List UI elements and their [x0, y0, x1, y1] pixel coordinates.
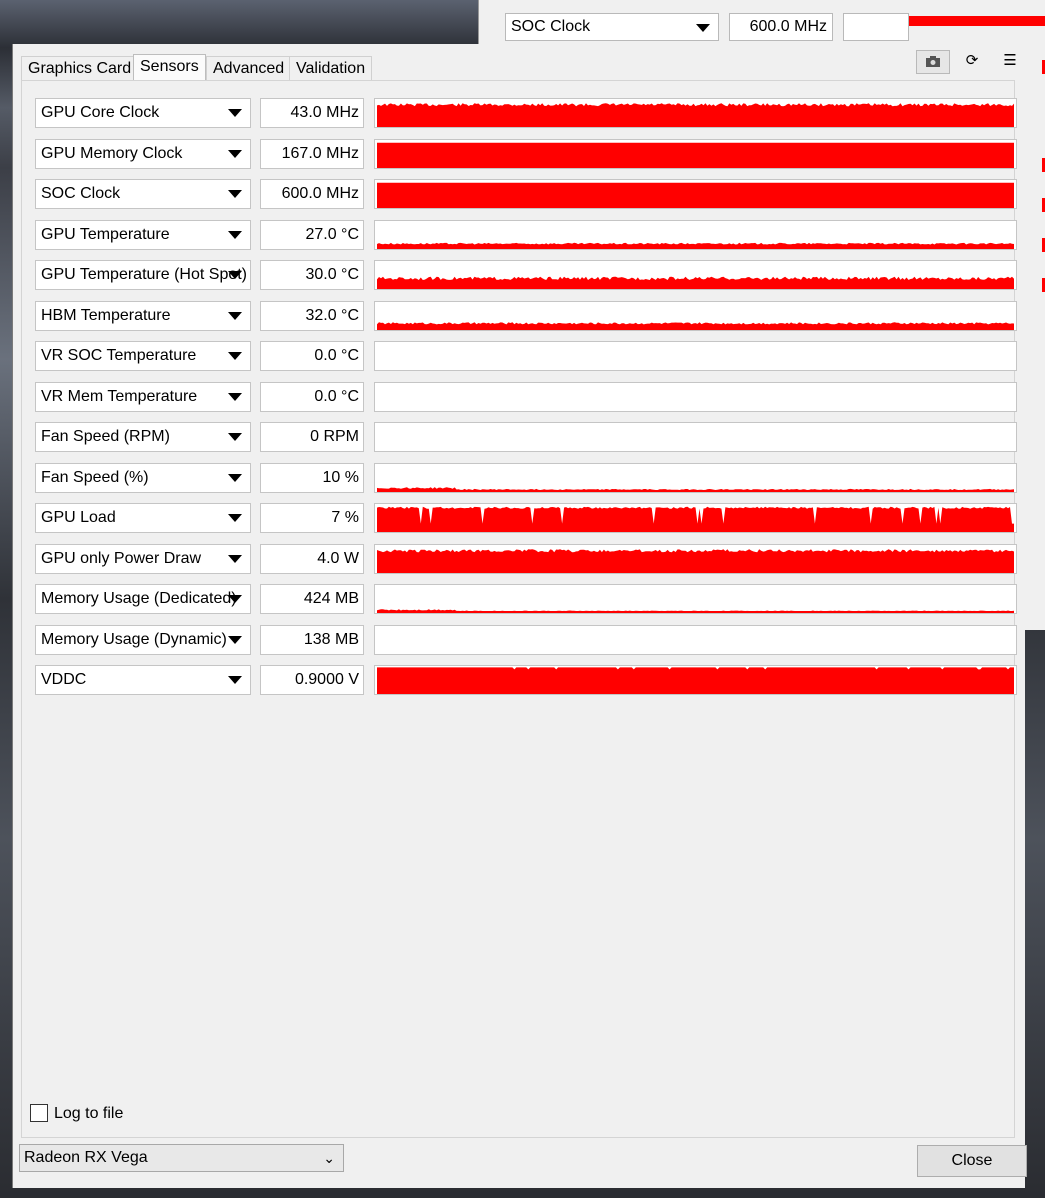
sensor-graph [374, 584, 1017, 614]
device-select-label: Radeon RX Vega [24, 1149, 148, 1166]
sensor-name-select[interactable] [35, 139, 251, 169]
sensor-graph-area [377, 507, 1014, 532]
sensor-value: 32.0 °C [260, 301, 364, 331]
background-window [478, 0, 1045, 46]
sensor-name-select[interactable] [35, 625, 251, 655]
chevron-down-icon [696, 24, 710, 32]
sensor-graph-plot [375, 666, 1016, 694]
sensor-value: 0.9000 V [260, 665, 364, 695]
sensor-graph [374, 139, 1017, 169]
sensor-name-label: GPU Memory Clock [41, 145, 183, 162]
sensor-value: 424 MB [260, 584, 364, 614]
sensor-value: 43.0 MHz [260, 98, 364, 128]
chevron-down-icon [228, 109, 242, 117]
chevron-down-icon [228, 474, 242, 482]
sensor-graph-area [377, 487, 1014, 492]
tab-graphics-card[interactable]: Graphics Card [21, 56, 138, 80]
sensor-graph [374, 382, 1017, 412]
sensor-graph-area [377, 667, 1014, 694]
sensor-name-select[interactable] [35, 544, 251, 574]
chevron-down-icon [228, 676, 242, 684]
sensor-graph-plot [375, 342, 1016, 370]
sensor-graph-plot [375, 261, 1016, 289]
chevron-down-icon [228, 271, 242, 279]
tab-validation[interactable]: Validation [289, 56, 372, 80]
sensor-graph [374, 665, 1017, 695]
chevron-down-icon [228, 555, 242, 563]
sensor-name-select[interactable] [35, 260, 251, 290]
sensor-graph-plot [375, 99, 1016, 127]
refresh-icon: ⟳ [965, 52, 979, 69]
sensor-name-label: GPU Temperature [41, 226, 170, 243]
sensor-graph-plot [375, 585, 1016, 613]
sensor-name-select[interactable] [35, 463, 251, 493]
hamburger-menu-icon: ☰ [1003, 52, 1017, 69]
sensor-name-label: VR SOC Temperature [41, 347, 197, 364]
background-window-edge [1024, 40, 1045, 630]
sensor-graph-plot [375, 504, 1016, 532]
sensor-value: 4.0 W [260, 544, 364, 574]
close-button[interactable]: Close [917, 1145, 1027, 1177]
sensor-name-label: Fan Speed (RPM) [41, 428, 170, 445]
sensor-name-label: Memory Usage (Dedicated) [41, 590, 237, 607]
sensor-name-select[interactable] [35, 179, 251, 209]
sensor-name-label: GPU Core Clock [41, 104, 160, 121]
sensor-graph-plot [375, 140, 1016, 168]
menu-button[interactable] [993, 50, 1027, 74]
sensor-value: 7 % [260, 503, 364, 533]
sensor-value: 138 MB [260, 625, 364, 655]
background-sensor-select [505, 13, 719, 41]
sensor-graph-area [377, 277, 1014, 289]
chevron-down-icon [228, 312, 242, 320]
sensor-name-label: Memory Usage (Dynamic) [41, 631, 227, 648]
sensor-graph-area [377, 243, 1014, 249]
background-sensor-graph [843, 13, 909, 41]
screenshot-button[interactable] [916, 50, 950, 74]
sensor-value: 27.0 °C [260, 220, 364, 250]
sensor-graph [374, 463, 1017, 493]
sensor-graph-plot [375, 383, 1016, 411]
sensor-graph-area [377, 609, 1014, 613]
device-select[interactable] [19, 1144, 344, 1172]
log-to-file-checkbox[interactable] [30, 1104, 48, 1122]
sensor-graph-plot [375, 302, 1016, 330]
sensor-name-select[interactable] [35, 220, 251, 250]
sensor-graph-area [377, 143, 1014, 168]
sensor-value: 30.0 °C [260, 260, 364, 290]
sensor-name-label: GPU Temperature (Hot Spot) [41, 266, 248, 283]
sensor-name-select[interactable] [35, 503, 251, 533]
tab-sensors[interactable]: Sensors [133, 54, 206, 81]
sensor-graph [374, 301, 1017, 331]
sensor-graph [374, 422, 1017, 452]
background-sensor-label: SOC Clock [511, 18, 591, 35]
sensor-name-select[interactable] [35, 382, 251, 412]
sensor-graph-area [377, 549, 1014, 573]
sensor-graph-area [377, 183, 1014, 208]
sensor-graph-plot [375, 626, 1016, 654]
sensor-graph [374, 260, 1017, 290]
sensor-graph [374, 341, 1017, 371]
sensor-graph-plot [375, 180, 1016, 208]
background-sensor-value: 600.0 MHz [729, 13, 833, 41]
sensor-graph [374, 544, 1017, 574]
chevron-down-icon [228, 393, 242, 401]
chevron-down-icon [228, 636, 242, 644]
sensor-name-label: GPU only Power Draw [41, 550, 202, 567]
sensor-graph [374, 625, 1017, 655]
tab-advanced[interactable]: Advanced [206, 56, 291, 80]
chevron-down-icon [228, 433, 242, 441]
sensors-panel [21, 80, 1015, 1138]
chevron-down-icon [228, 352, 242, 360]
sensor-name-label: Fan Speed (%) [41, 469, 149, 486]
sensor-graph [374, 179, 1017, 209]
chevron-down-icon [228, 150, 242, 158]
sensor-value: 0.0 °C [260, 382, 364, 412]
sensor-name-label: VR Mem Temperature [41, 388, 198, 405]
sensor-name-label: HBM Temperature [41, 307, 171, 324]
sensor-name-select[interactable] [35, 301, 251, 331]
sensor-value: 0.0 °C [260, 341, 364, 371]
sensor-name-select[interactable] [35, 98, 251, 128]
sensor-graph-plot [375, 423, 1016, 451]
chevron-down-icon [228, 231, 242, 239]
chevron-down-icon [228, 595, 242, 603]
sensor-graph [374, 220, 1017, 250]
sensor-name-select[interactable] [35, 422, 251, 452]
gpu-z-window [12, 44, 1025, 1188]
sensor-name-label: GPU Load [41, 509, 116, 526]
camera-icon [925, 56, 941, 68]
sensor-graph [374, 98, 1017, 128]
refresh-button[interactable] [955, 50, 989, 74]
sensor-graph-plot [375, 221, 1016, 249]
sensor-name-select[interactable] [35, 584, 251, 614]
chevron-down-icon [228, 514, 242, 522]
background-graph-line [909, 16, 1045, 26]
log-to-file-label: Log to file [54, 1105, 124, 1122]
sensor-graph-area [377, 322, 1014, 330]
sensor-value: 167.0 MHz [260, 139, 364, 169]
sensor-value: 600.0 MHz [260, 179, 364, 209]
sensor-name-select[interactable] [35, 341, 251, 371]
chevron-down-icon: ⌄ [323, 1150, 335, 1166]
sensor-graph [374, 503, 1017, 533]
sensor-name-label: SOC Clock [41, 185, 121, 202]
sensor-graph-plot [375, 464, 1016, 492]
sensor-graph-area [377, 103, 1014, 127]
chevron-down-icon [228, 190, 242, 198]
sensor-name-label: VDDC [41, 671, 87, 688]
sensor-graph-plot [375, 545, 1016, 573]
sensor-value: 10 % [260, 463, 364, 493]
sensor-name-select[interactable] [35, 665, 251, 695]
sensor-value: 0 RPM [260, 422, 364, 452]
